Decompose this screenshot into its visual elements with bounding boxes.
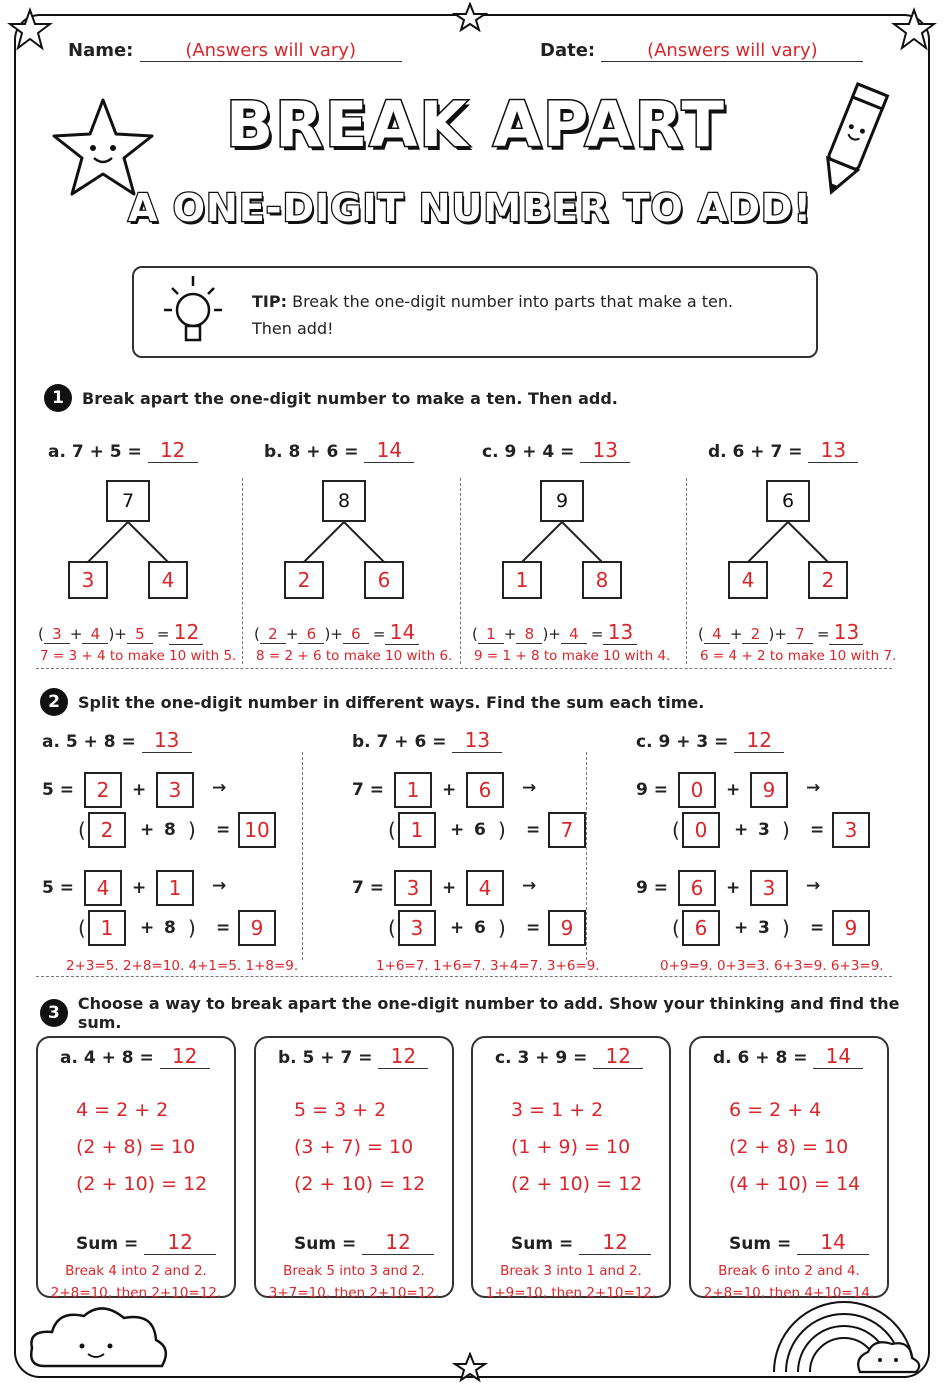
section-number-badge: 3 [40, 999, 68, 1027]
equals-sign: = [810, 820, 825, 840]
split-row-label [636, 780, 668, 800]
arrow-icon: → [522, 876, 537, 896]
part-blank[interactable]: 4 [561, 625, 587, 644]
work-card [471, 1036, 671, 1301]
result-box[interactable]: 3 [832, 812, 870, 848]
result-box[interactable]: 9 [238, 910, 276, 946]
split-part-box[interactable]: 3 [394, 870, 432, 906]
split-part-box[interactable]: 1 [398, 812, 436, 848]
work-line: (1 + 9) = 10 [511, 1136, 631, 1158]
explanation-line: Break 4 into 2 and 2. [65, 1263, 207, 1279]
split-part-box[interactable]: 1 [156, 870, 194, 906]
plus-sign: + [548, 625, 561, 643]
split-part-box[interactable]: 1 [88, 910, 126, 946]
arrow-icon: → [212, 876, 227, 896]
problem-question [636, 728, 784, 753]
split-part-box[interactable]: 0 [682, 812, 720, 848]
equals-sign: = [526, 820, 541, 840]
number-bond-right[interactable]: 8 [582, 561, 622, 599]
arrow-icon: → [522, 778, 537, 798]
sum-field[interactable]: 12 [579, 1230, 651, 1255]
paren: ) [498, 916, 506, 940]
answer-field[interactable]: 14 [364, 438, 414, 463]
paren: ( [388, 818, 396, 842]
paren: ( [388, 916, 396, 940]
sum-label: Sum = [511, 1234, 574, 1254]
equals-sign: = [216, 918, 231, 938]
sum-row [511, 1230, 651, 1255]
work-line: (2 + 10) = 12 [294, 1173, 426, 1195]
work-lines [294, 1092, 425, 1203]
split-row-label [42, 878, 74, 898]
tip-label: TIP: [252, 292, 287, 311]
answer-field[interactable]: 13 [580, 438, 630, 463]
work-card [689, 1036, 889, 1301]
number-bond-right[interactable]: 2 [808, 561, 848, 599]
split-number: 9 [636, 780, 648, 800]
paren: ) [768, 625, 775, 643]
date-row [540, 40, 863, 62]
bond-line [304, 522, 344, 562]
name-field[interactable]: (Answers will vary) [140, 40, 402, 62]
name-row [68, 40, 402, 62]
explanation-text: 0+9=9. 0+3=3. 6+3=9. 6+3=9. [660, 958, 884, 974]
equals-sign: = [810, 918, 825, 938]
addend: 3 [758, 820, 770, 840]
addend: 8 [164, 918, 176, 938]
work-line: (2 + 10) = 12 [76, 1173, 208, 1195]
question-text: a. 5 + 8 = [42, 732, 136, 752]
split-row-label [636, 878, 668, 898]
equation-line [38, 620, 203, 645]
part-blank[interactable]: 8 [516, 625, 542, 644]
sum-label: Sum = [76, 1234, 139, 1254]
work-line: (3 + 7) = 10 [294, 1136, 414, 1158]
work-lines [511, 1092, 642, 1203]
plus-sign: + [450, 918, 465, 938]
part-blank[interactable]: 5 [127, 625, 153, 644]
number-bond-top: 7 [106, 480, 150, 522]
explanation-text: 9 = 1 + 8 to make 10 with 4. [474, 648, 671, 664]
title-line1: BREAK APART [226, 88, 726, 161]
explanation-line: Break 5 into 3 and 2. [283, 1263, 425, 1279]
work-line: 4 = 2 + 2 [76, 1099, 169, 1121]
number-bond-right[interactable]: 6 [364, 561, 404, 599]
work-line: (4 + 10) = 14 [729, 1173, 861, 1195]
plus-sign: + [114, 625, 127, 643]
section-number-badge: 2 [40, 688, 68, 716]
tip-box [132, 266, 818, 358]
problem-question [42, 728, 192, 753]
equation-line [472, 620, 637, 645]
addend: 3 [758, 918, 770, 938]
pencil-icon [806, 76, 898, 206]
bond-line [88, 522, 128, 562]
explanation-text: 2+3=5. 2+8=10. 4+1=5. 1+8=9. [66, 958, 299, 974]
answer-field[interactable]: 12 [378, 1044, 428, 1069]
question-text: b. 7 + 6 = [352, 732, 447, 752]
split-part-box[interactable]: 4 [466, 870, 504, 906]
work-line: (2 + 8) = 10 [76, 1136, 196, 1158]
sum-field[interactable]: 14 [797, 1230, 869, 1255]
equals-sign: = [59, 780, 75, 800]
plus-sign: + [330, 625, 343, 643]
addend: 8 [164, 820, 176, 840]
question-text: d. 6 + 7 = [708, 442, 803, 462]
number-bond-right[interactable]: 4 [148, 561, 188, 599]
split-part-box[interactable]: 6 [466, 772, 504, 808]
split-part-box[interactable]: 2 [88, 812, 126, 848]
plus-sign: + [734, 918, 749, 938]
part-blank[interactable]: 2 [742, 625, 768, 644]
problem-question [708, 438, 858, 463]
problem-question [352, 728, 502, 753]
problem-question [48, 438, 198, 463]
result-box[interactable]: 10 [238, 812, 276, 848]
explanation-line: Break 3 into 1 and 2. [500, 1263, 642, 1279]
column-divider [586, 752, 587, 960]
section1-instruction: Break apart the one-digit number to make a ten. Then add. [82, 388, 618, 408]
title-line2: A ONE-DIGIT NUMBER TO ADD! [128, 186, 812, 230]
equals-sign: = [59, 878, 75, 898]
cloud-icon [24, 1296, 174, 1376]
result-box[interactable]: 7 [548, 812, 586, 848]
plus-sign: + [442, 780, 457, 800]
sum-label: Sum = [294, 1234, 357, 1254]
work-line: (2 + 10) = 12 [511, 1173, 643, 1195]
bond-lines [718, 522, 858, 562]
star-icon [452, 1352, 488, 1388]
sum-blank[interactable]: 13 [829, 620, 863, 645]
question-text: c. 9 + 3 = [636, 732, 729, 752]
bond-line [788, 522, 828, 562]
split-part-box[interactable]: 3 [156, 772, 194, 808]
tip-line1: Break the one-digit number into parts that make a ten. [292, 292, 734, 311]
section2-instruction: Split the one-digit number in different ways. Find the sum each time. [78, 692, 705, 712]
plus-sign: + [140, 820, 155, 840]
addend: 6 [474, 918, 486, 938]
part-blank[interactable]: 1 [478, 625, 504, 644]
column-divider [242, 478, 243, 664]
part-blank[interactable]: 6 [343, 625, 369, 644]
result-box[interactable]: 9 [832, 910, 870, 946]
explanation-text [473, 1260, 669, 1304]
work-line: (2 + 8) = 10 [729, 1136, 849, 1158]
number-bond-top: 8 [322, 480, 366, 522]
bond-line [344, 522, 384, 562]
result-box[interactable]: 9 [548, 910, 586, 946]
equals-sign: = [216, 820, 231, 840]
paren: ( [254, 625, 260, 643]
number-bond-left[interactable]: 2 [284, 561, 324, 599]
plus-sign: + [450, 820, 465, 840]
equals-sign: = [369, 780, 385, 800]
star-icon [6, 6, 54, 54]
paren: ( [78, 916, 86, 940]
plus-sign: + [442, 878, 457, 898]
split-part-box[interactable]: 6 [682, 910, 720, 946]
explanation-line: Break 6 into 2 and 4. [718, 1263, 860, 1279]
section3-instruction: Choose a way to break apart the one-digit number to add. Show your thinking and find the sum. [77, 994, 900, 1032]
paren: ) [188, 818, 196, 842]
answer-field[interactable]: 13 [452, 728, 502, 753]
part-blank[interactable]: 2 [260, 625, 286, 644]
sum-blank[interactable]: 13 [603, 620, 637, 645]
split-number: 7 [352, 878, 364, 898]
tip-text [252, 288, 733, 342]
divider [36, 976, 892, 977]
answer-field[interactable]: 12 [160, 1044, 210, 1069]
equals-sign: = [372, 625, 386, 643]
sum-blank[interactable]: 12 [169, 620, 203, 645]
split-number: 7 [352, 780, 364, 800]
split-row-label [352, 878, 384, 898]
question-text: c. 9 + 4 = [482, 442, 575, 462]
equals-sign: = [590, 625, 604, 643]
equals-sign: = [653, 878, 669, 898]
explanation-text: 7 = 3 + 4 to make 10 with 5. [40, 648, 237, 664]
sum-label: Sum = [729, 1234, 792, 1254]
paren: ) [108, 625, 115, 643]
sum-blank[interactable]: 14 [385, 620, 419, 645]
sum-field[interactable]: 12 [362, 1230, 434, 1255]
paren: ) [542, 625, 549, 643]
sum-row [729, 1230, 869, 1255]
paren: ) [782, 818, 790, 842]
number-bond-left[interactable]: 4 [728, 561, 768, 599]
number-bond-left[interactable]: 3 [68, 561, 108, 599]
plus-sign: + [140, 918, 155, 938]
tip-line2: Then add! [252, 319, 334, 338]
split-part-box[interactable]: 1 [394, 772, 432, 808]
answer-field[interactable]: 14 [813, 1044, 863, 1069]
problem-question [60, 1044, 210, 1069]
split-part-box[interactable]: 9 [750, 772, 788, 808]
paren: ) [782, 916, 790, 940]
equals-sign: = [526, 918, 541, 938]
bond-lines [274, 522, 414, 562]
problem-question [278, 1044, 428, 1069]
number-bond-left[interactable]: 1 [502, 561, 542, 599]
plus-sign: + [726, 878, 741, 898]
equation-line [698, 620, 863, 645]
date-label: Date: [540, 40, 596, 61]
section1-header [44, 384, 618, 412]
split-part-box[interactable]: 6 [678, 870, 716, 906]
question-text: a. 4 + 8 = [60, 1048, 154, 1068]
equation-line [254, 620, 419, 645]
bond-line [748, 522, 788, 562]
split-row-label [352, 780, 384, 800]
split-part-box[interactable]: 3 [398, 910, 436, 946]
work-lines [76, 1092, 207, 1203]
plus-sign: + [726, 780, 741, 800]
work-line: 6 = 2 + 4 [729, 1099, 822, 1121]
part-blank[interactable]: 4 [82, 625, 108, 644]
date-field[interactable]: (Answers will vary) [601, 40, 863, 62]
plus-sign: + [503, 625, 517, 643]
part-blank[interactable]: 7 [787, 625, 813, 644]
sum-row [76, 1230, 216, 1255]
plus-sign: + [69, 625, 83, 643]
section3-header [40, 994, 944, 1032]
split-part-box[interactable]: 2 [84, 772, 122, 808]
plus-sign: + [734, 820, 749, 840]
paren: ( [672, 818, 680, 842]
bond-lines [58, 522, 198, 562]
explanation-line: 2+8=10, then 4+10=14. [703, 1285, 875, 1301]
addend: 6 [474, 820, 486, 840]
problem-question [482, 438, 630, 463]
question-text: a. 7 + 5 = [48, 442, 142, 462]
explanation-text: 8 = 2 + 6 to make 10 with 6. [256, 648, 453, 664]
number-bond-top: 9 [540, 480, 584, 522]
plus-sign: + [774, 625, 787, 643]
part-blank[interactable]: 6 [298, 625, 324, 644]
answer-field[interactable]: 13 [808, 438, 858, 463]
column-divider [302, 752, 303, 960]
lightbulb-icon [156, 274, 230, 354]
explanation-line: 1+9=10, then 2+10=12. [485, 1285, 657, 1301]
part-blank[interactable]: 4 [704, 625, 730, 644]
arrow-icon: → [212, 778, 227, 798]
section-number-badge: 1 [44, 384, 72, 412]
answer-field[interactable]: 12 [593, 1044, 643, 1069]
problem-question [713, 1044, 863, 1069]
arrow-icon: → [806, 778, 821, 798]
paren: ) [498, 818, 506, 842]
work-line: 5 = 3 + 2 [294, 1099, 387, 1121]
paren: ( [472, 625, 478, 643]
equals-sign: = [369, 878, 385, 898]
question-text: c. 3 + 9 = [495, 1048, 588, 1068]
split-row-label [42, 780, 74, 800]
work-card [36, 1036, 236, 1301]
split-part-box[interactable]: 3 [750, 870, 788, 906]
bond-line [128, 522, 168, 562]
question-text: d. 6 + 8 = [713, 1048, 808, 1068]
explanation-text [256, 1260, 452, 1304]
question-text: b. 5 + 7 = [278, 1048, 373, 1068]
equals-sign: = [653, 780, 669, 800]
answer-field[interactable]: 12 [734, 728, 784, 753]
paren: ( [672, 916, 680, 940]
star-icon [890, 6, 938, 54]
rainbow-icon [760, 1280, 928, 1376]
plus-sign: + [132, 780, 147, 800]
split-number: 5 [42, 878, 54, 898]
paren: ) [324, 625, 331, 643]
explanation-text: 6 = 4 + 2 to make 10 with 7. [700, 648, 897, 664]
split-number: 5 [42, 780, 54, 800]
divider [36, 668, 892, 669]
section2-header [40, 688, 704, 716]
plus-sign: + [132, 878, 147, 898]
work-line: 3 = 1 + 2 [511, 1099, 604, 1121]
split-part-box[interactable]: 0 [678, 772, 716, 808]
paren: ( [78, 818, 86, 842]
arrow-icon: → [806, 876, 821, 896]
work-lines [729, 1092, 860, 1203]
name-label: Name: [68, 40, 134, 61]
work-card [254, 1036, 454, 1301]
star-icon [452, 2, 488, 32]
bond-lines [492, 522, 632, 562]
column-divider [460, 478, 461, 664]
plus-sign: + [285, 625, 299, 643]
equals-sign: = [156, 625, 170, 643]
paren: ( [38, 625, 44, 643]
bond-line [522, 522, 562, 562]
explanation-line: 3+7=10, then 2+10=12. [268, 1285, 440, 1301]
answer-field[interactable]: 12 [148, 438, 198, 463]
sum-field[interactable]: 12 [144, 1230, 216, 1255]
answer-field[interactable]: 13 [142, 728, 192, 753]
equals-sign: = [816, 625, 830, 643]
question-text: b. 8 + 6 = [264, 442, 359, 462]
explanation-text: 1+6=7. 1+6=7. 3+4=7. 3+6=9. [376, 958, 600, 974]
split-part-box[interactable]: 4 [84, 870, 122, 906]
bond-line [562, 522, 602, 562]
number-bond-top: 6 [766, 480, 810, 522]
plus-sign: + [729, 625, 743, 643]
column-divider [686, 478, 687, 664]
sum-row [294, 1230, 434, 1255]
part-blank[interactable]: 3 [44, 625, 70, 644]
problem-question [264, 438, 414, 463]
split-number: 9 [636, 878, 648, 898]
problem-question [495, 1044, 643, 1069]
explanation-line: 2+8=10, then 2+10=12. [50, 1285, 222, 1301]
paren: ( [698, 625, 704, 643]
paren: ) [188, 916, 196, 940]
